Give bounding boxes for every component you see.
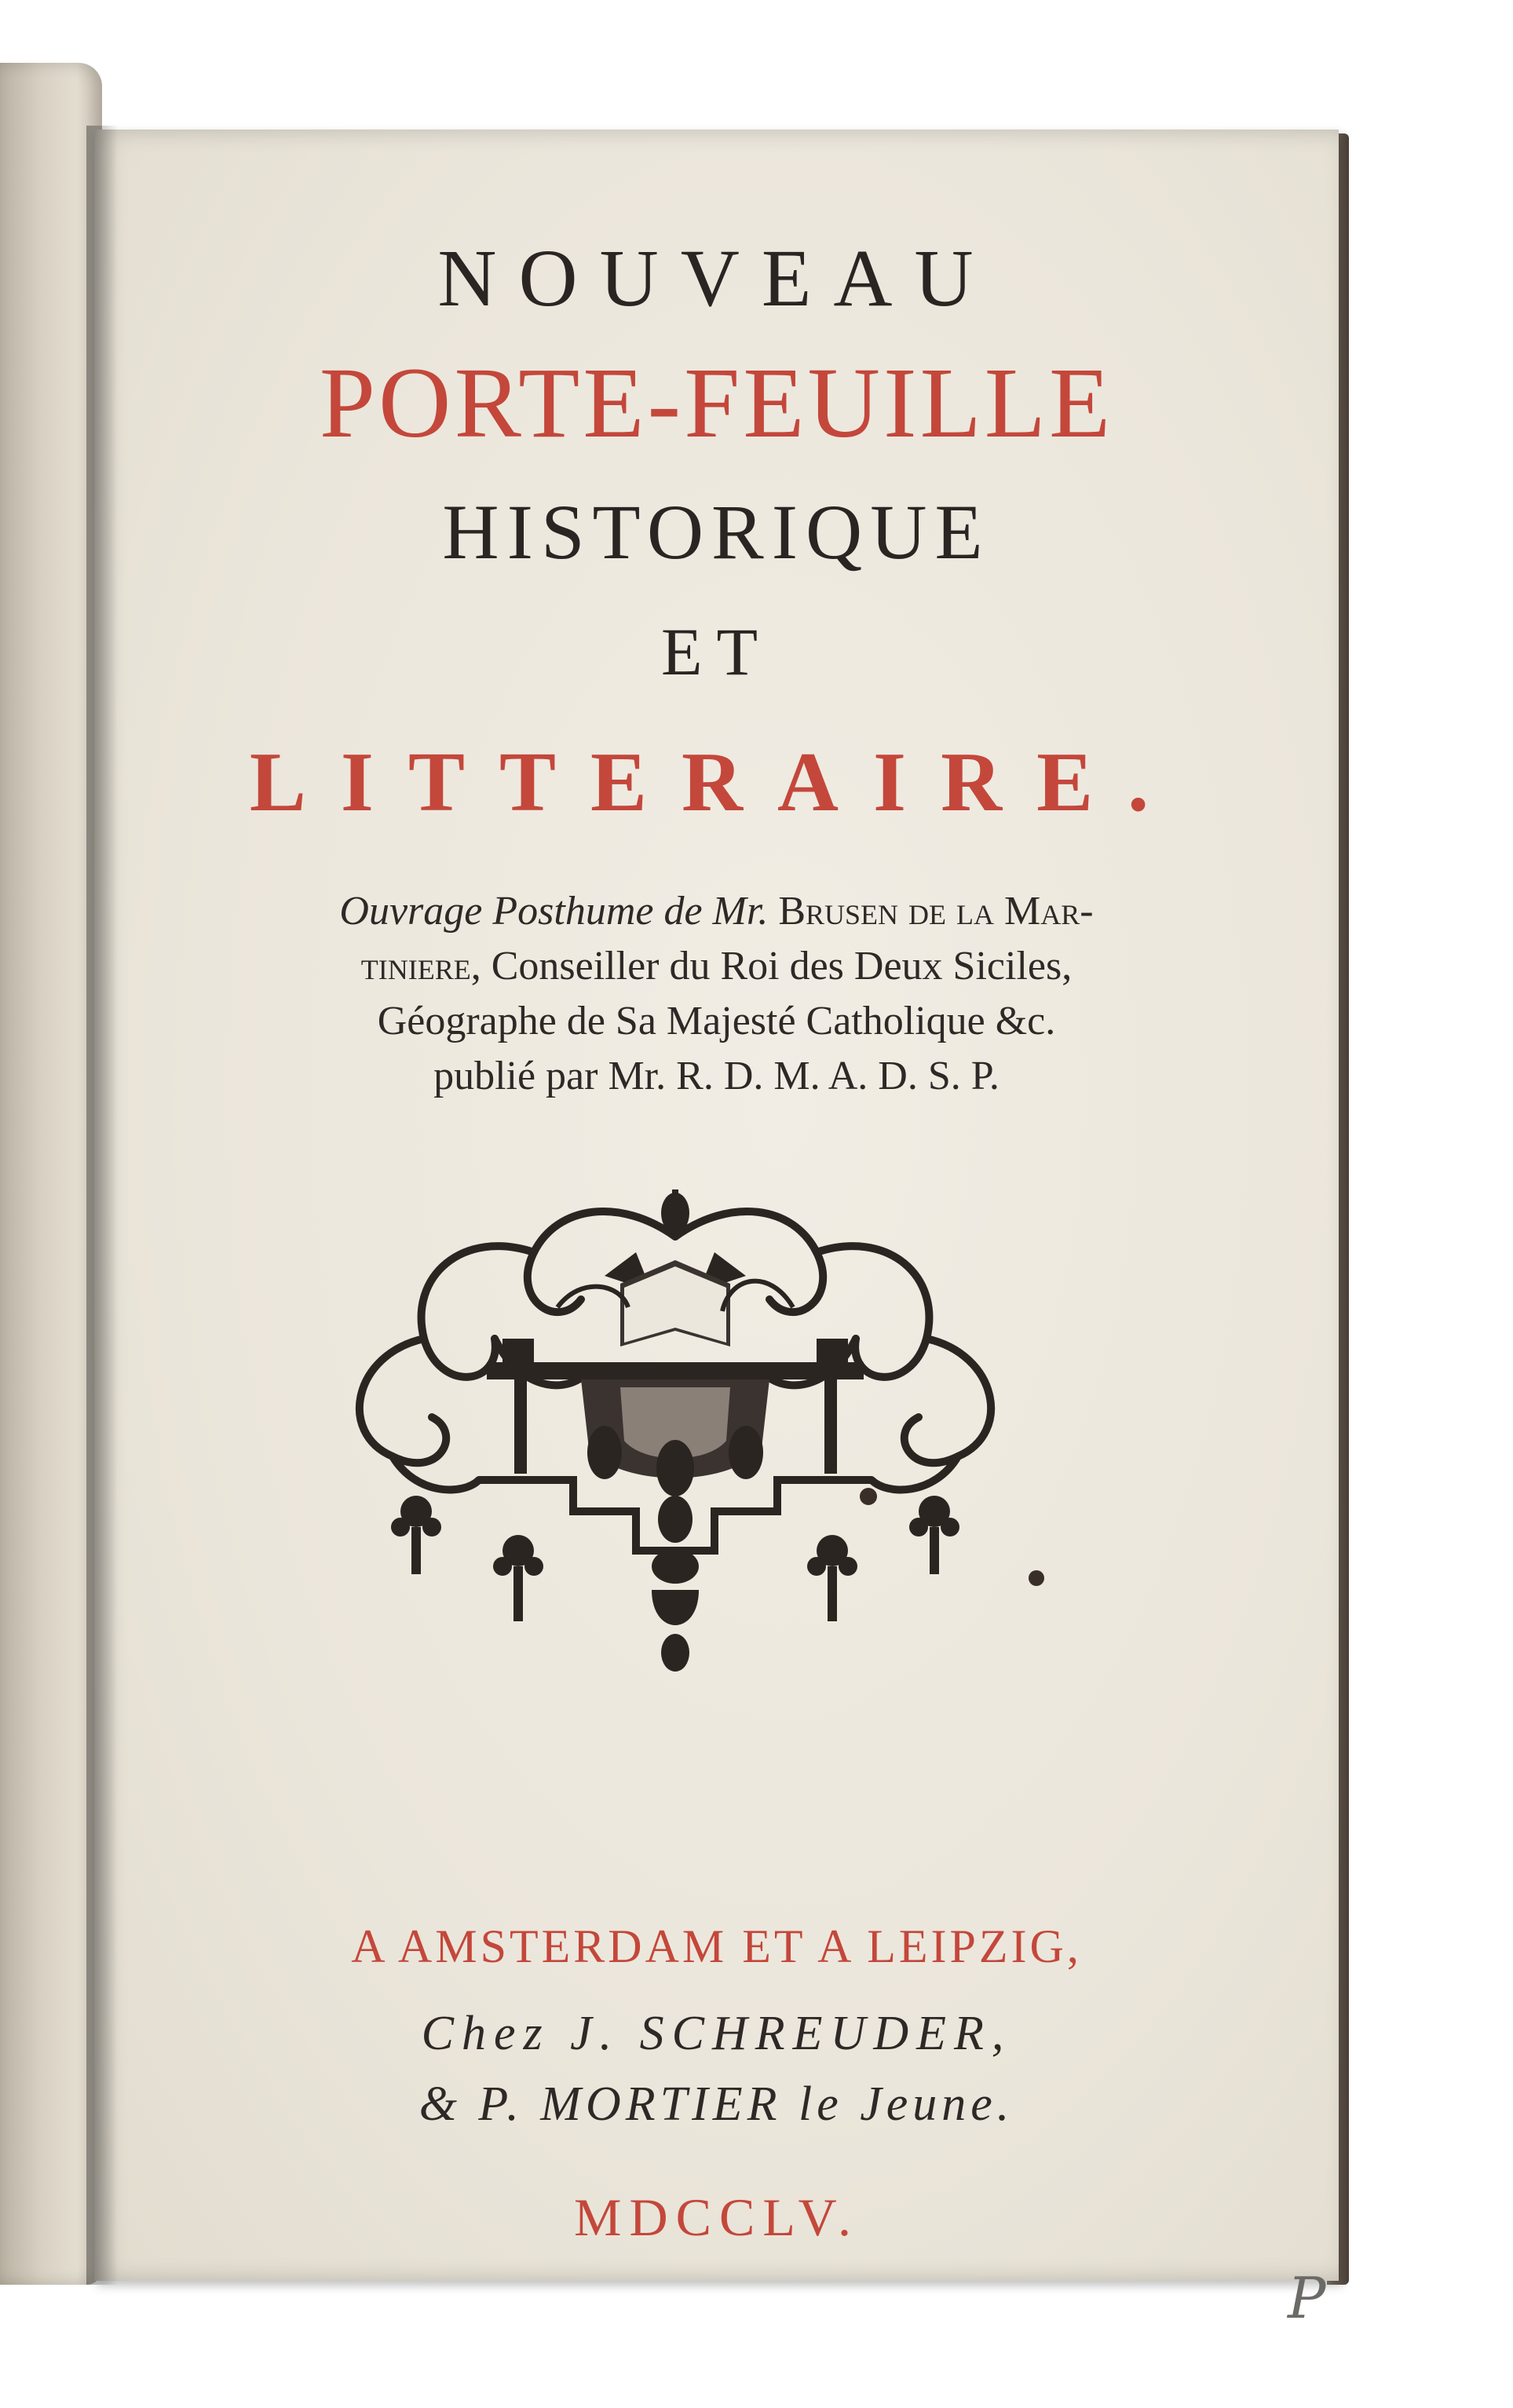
subtitle-author-name: Brusen de la Mar- [778, 889, 1094, 934]
subtitle-line-4: publié par Mr. R. D. M. A. D. S. P. [433, 1054, 1000, 1098]
imprint-printer-2: & P. MORTIER le Jeune. [418, 2077, 1014, 2131]
title-page [94, 130, 1339, 2331]
title-line-historique: HISTORIQUE [442, 488, 991, 576]
title-line-porte-feuille: PORTE-FEUILLE [319, 347, 1114, 459]
imprint-year: MDCCLV. [574, 2187, 859, 2247]
subtitle-line-3: Géographe de Sa Majesté Catholique &c. [377, 999, 1056, 1043]
gutter-shadow [86, 126, 118, 2285]
imprint-printer-1: Chez J. SCHREUDER, [421, 2007, 1012, 2060]
subtitle-author-name-end: tiniere, [360, 944, 481, 988]
subtitle-author-intro: Ouvrage Posthume de Mr. [339, 889, 769, 934]
title-line-litteraire: LITTERAIRE. [249, 736, 1184, 829]
subtitle-line-2 [94, 946, 1339, 987]
subtitle-office: Conseiller du Roi des Deux Siciles, [491, 944, 1073, 988]
wormhole [1029, 1570, 1044, 1586]
title-line-et: ET [660, 614, 773, 689]
wormhole [860, 1488, 877, 1505]
title-line-nouveau: NOUVEAU [437, 233, 996, 323]
subtitle-line-1 [94, 891, 1339, 932]
pencil-mark: P [1288, 2265, 1326, 2331]
imprint-place: A AMSTERDAM ET A LEIPZIG, [351, 1920, 1082, 1972]
ornament-vignette-icon [322, 1182, 1029, 1684]
